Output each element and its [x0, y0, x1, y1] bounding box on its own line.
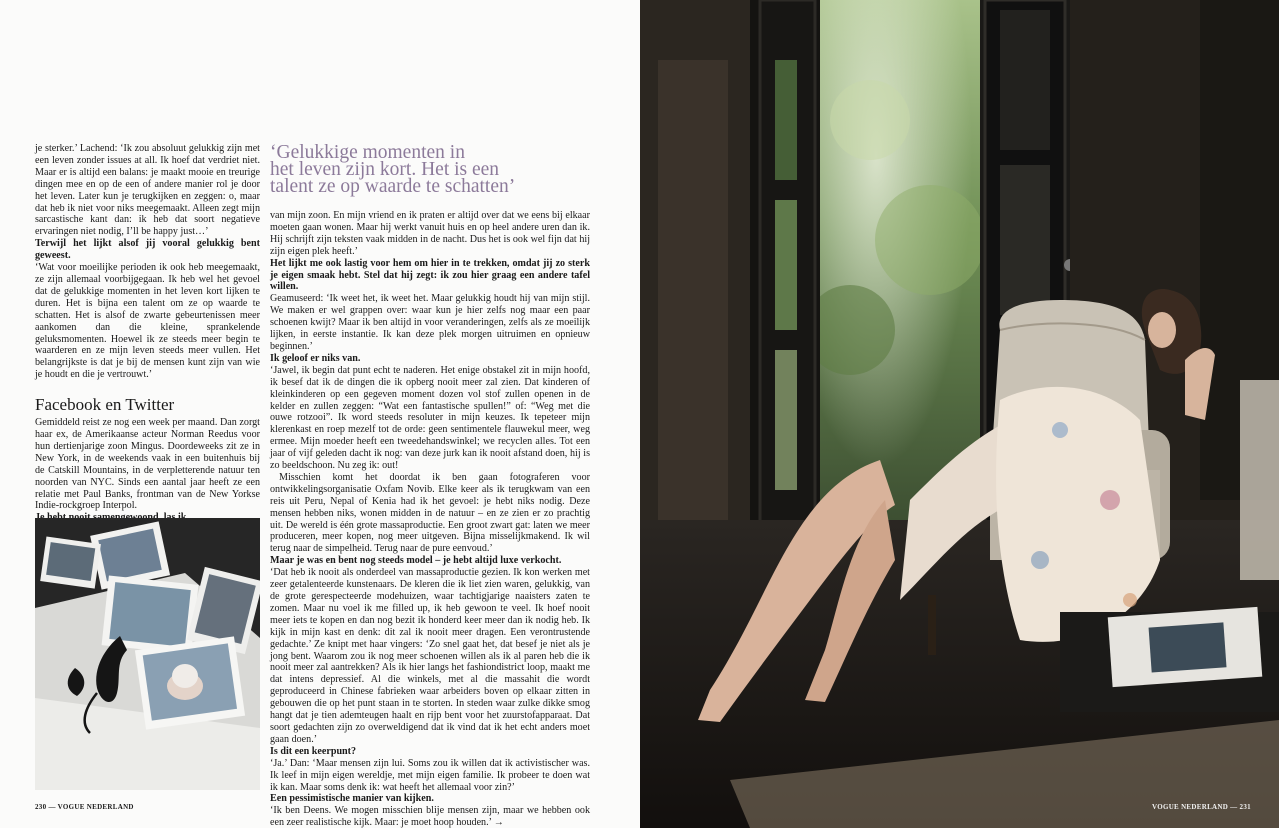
paragraph: Misschien komt het doordat ik ben gaan fotograferen voor ontwikkelingsorganisatie Oxfam Novib. Elke keer als ik terugkwam van een reis uit Peru, Nepal of Kenia had ik het gevoel: je hebt niks nodig. Deze mensen hebben niks, wonen midden in de natuur – en ze zien er zo prachtig uit. De wereld is één grote massaproductie. Een groot zwart gat: laten we meer produceren, meer kopen, nog meer uitgeven. Bijna misselijkmakend. Ik wil terug naar de simpelheid. Terug naar de pure eenvoud.’ — [270, 471, 590, 555]
paragraph: ‘Dat heb ik nooit als onderdeel van massaproductie gezien. Ik kon werken met zeer getalenteerde kunstenaars. De kleren die ik liet zien waren, gelukkig, van de grote gerespecteerde modehuizen, waar tachtigjarige naaisters zaten te zomen. Maar nu voel ik me filled up, ik heb gewoon te veel. Ik hoef nooit meer iets te kopen en dan nog bezit ik honderd keer meer dan ik nodig heb. Ik kijk in mijn kast en denk: dit zal ik nooit meer dragen. Een verontrustende gedachte.’ Ze knipt met haar vingers: ‘Zo snel gaat het, dat besef je niet als je jong bent. Waarom zou ik nog meer schoenen willen als ik al paren heb die ik nooit meer zal aantrekken? Als ik hier langs het fashiondistrict loop, maakt me dat intens depressief. Al die winkels, met al die massahit die wordt geproduceerd in Chinese fabrieken waar arbeiders boven op elkaar zitten in gebouwen die op het punt staan in te storten. In steden waar zulke dikke smog hangt dat je tien ademteugen haalt en rijp bent voor het zuurstofapparaat. Dat soort gedachten zijn zo overweldigend dat ik vind dat ik het echt anders moet gaan doen.’ — [270, 567, 590, 745]
interview-question: Is dit een keerpunt? — [270, 745, 357, 757]
interview-question: Terwijl het lijkt alsof jij vooral gelukkig bent geweest. — [35, 238, 260, 262]
pull-quote-line: het leven zijn kort. Het is een — [270, 159, 500, 180]
paragraph: Gemiddeld reist ze nog een week per maand. Dan zorgt haar ex, de Amerikaanse acteur Norman Reedus voor hun dertienjarige zoon Mingus. Doordeweeks zit ze in New York, in de weekends vaak in een buitenhuis bij de Catskill Mountains, in de verpletterende natuur ten noorden van NYC. Sinds een aantal jaar heeft ze een relatie met Paul Banks, frontman van de New Yorkse Indie-rockgroep Interpol. — [35, 417, 260, 512]
text-column-right — [270, 210, 590, 828]
paragraph: van mijn zoon. En mijn vriend en ik praten er altijd over dat we eens bij elkaar moeten gaan wonen. Maar hij werkt vanuit huis en op heel andere uren dan ik. Hij schrijft zijn teksten vaak midden in de nacht. Dus het is ook wel fijn dat hij zijn eigen plek heeft.’ — [270, 210, 590, 257]
page-number-right: VOGUE NEDERLAND — 231 — [1152, 803, 1251, 811]
interview-question: Het lijkt me ook lastig voor hem om hier in te trekken, omdat jij zo sterk je eigen smaak hebt. Stel dat hij zegt: ik zou hier graag een andere tafel willen. — [270, 257, 590, 293]
portrait-photo — [640, 0, 1279, 828]
interview-question: Maar je was en bent nog steeds model – je hebt altijd luxe verkocht. — [270, 555, 562, 567]
paragraph: ‘Ik ben Deens. We mogen misschien blije mensen zijn, maar we hebben ook een zeer realistische kijk. Maar: je moet hoop houden.’ → — [270, 805, 590, 828]
pull-quote-line: ‘Gelukkige momenten in — [270, 142, 465, 163]
paragraph: Geamuseerd: ‘Ik weet het, ik weet het. Maar gelukkig houdt hij van mijn stijl. We maken er wel grappen over: waar kun je hier zelfs nog maar een paar schoenen kwijt? Maar ik ben altijd in voor veranderingen, zelfs als ze moeilijk lijken, in eerste instantie. Ik kan deze plek morgen uitruimen en opnieuw beginnen.’ — [270, 293, 590, 352]
text-column-left — [35, 143, 260, 536]
page-number-left: 230 — VOGUE NEDERLAND — [35, 803, 134, 811]
section-heading: Facebook en Twitter — [35, 395, 175, 415]
paragraph: ‘Jawel, ik begin dat punt echt te naderen. Het enige obstakel zit in mijn hoofd, ik besef dat ik de dingen die ik opberg nooit meer zal zien. Dat kinderen of kleinkinderen op een gegeven moment dozen vol stof zullen openen in de kelder en zullen zeggen: “Wat een fantastische spullen!” of: “Weg met die ouwe rotzooi”. Ik word steeds resoluter in mijn keuzes. Ik tepeteer mijn klerenkast en roep mezelf tot de orde: geen sentimentele flauwekul meer, weg ermee. Mijn moeder heeft een tweedehandswinkel; we recyclen alles. Tot een jaar of vijf geleden dacht ik nog: van deze jurk kan ik nooit afstand doen, hij is zo beeldschoon. Nu zeg ik: out! — [270, 364, 590, 472]
pull-quote-line: talent ze op waarde te schatten’ — [270, 176, 516, 197]
pull-quote — [270, 144, 570, 195]
paragraph: ‘Ja.’ Dan: ‘Maar mensen zijn lui. Soms zou ik willen dat ik activistischer was. Ik leef in mijn eigen wereldje, met mijn eigen familie. Ik probeer te doen wat ik kan. Maar soms denk ik: wat heeft het allemaal voor zin?’ — [270, 757, 590, 793]
polaroids-photo — [35, 518, 260, 790]
paragraph: ‘Wat voor moeilijke perioden ik ook heb meegemaakt, ze zijn allemaal voorbijgegaan. Ik heb wel het gevoel dat de gelukkige momenten in het leven kort lijken te duren. Het is bijna een talent om ze op waarde te schatten. Het is alsof de zwarte gebeurtenissen meer aankomen dan die kleine, sprankelende geluksmomenten. Hoewel ik ze steeds meer begin te waarderen en ze mijn leven steeds meer vullen. Het belangrijkste is dat je bij de mensen kunt zijn van wie je houdt en die je vertrouwt.’ — [35, 262, 260, 381]
interview-question: Ik geloof er niks van. — [270, 352, 361, 364]
paragraph: je sterker.’ Lachend: ‘Ik zou absoluut gelukkig zijn met een leven zonder issues at all. Ik hoef dat verdriet niet. Maar er is altijd een balans: je maakt mooie en treurige dingen mee en op de een of andere manier rol je door het leven. Later kun je terugkijken en zeggen: o, maar dat heb ik niet voor niks meegemaakt. Alleen zegt mijn sarcastische kant dan: ik heb dat soort negatieve ervaringen niet nodig, I’ll be happy just…’ — [35, 143, 260, 238]
interview-question: Een pessimistische manier van kijken. — [270, 793, 434, 805]
